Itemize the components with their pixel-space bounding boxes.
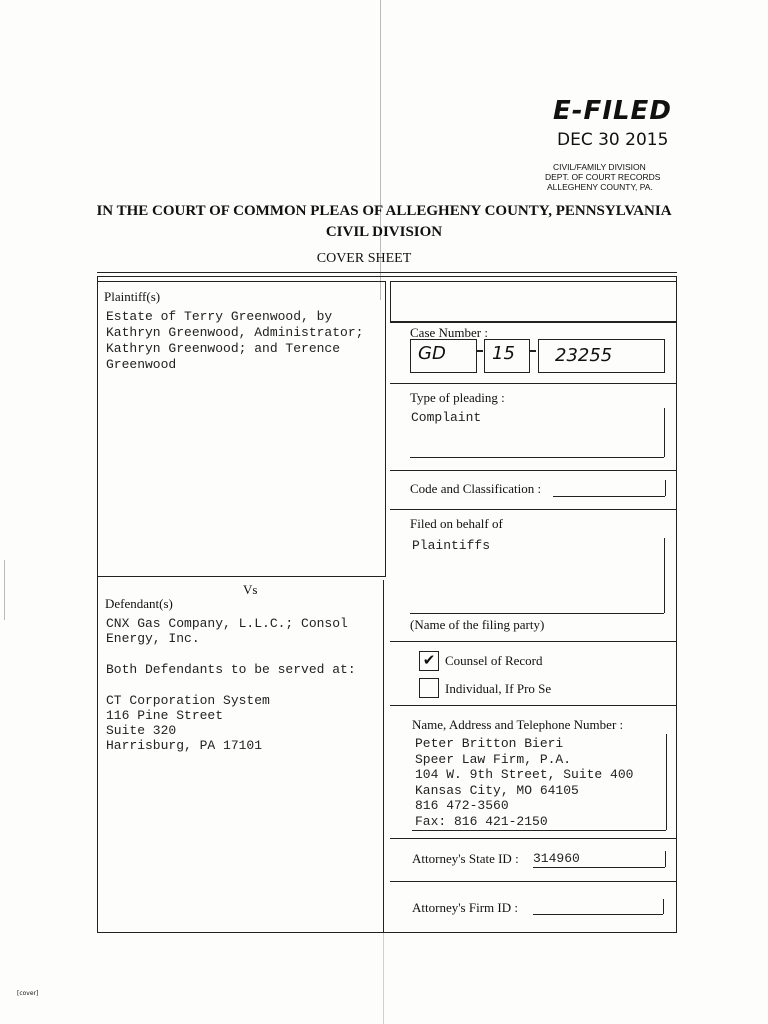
firm-id-line[interactable] <box>533 914 663 915</box>
state-id-label: Attorney's State ID : <box>412 851 519 866</box>
filed-on-behalf-value: Plaintiffs <box>412 538 491 553</box>
state-id-value: 314960 <box>533 851 580 866</box>
firm-id-edge <box>663 899 664 914</box>
case-number-label: Case Number : <box>410 325 488 340</box>
contact-line: Peter Britton Bieri <box>415 736 564 751</box>
address-line: Suite 320 <box>106 723 177 738</box>
firm-id-label: Attorney's Firm ID : <box>412 900 518 915</box>
right-divider-8 <box>390 881 676 882</box>
stamp-dept: DEPT. OF COURT RECORDS <box>545 172 661 182</box>
defendant-line: Energy, Inc. <box>106 631 200 646</box>
service-note: Both Defendants to be served at: <box>106 662 356 677</box>
right-divider-4 <box>390 509 676 510</box>
contact-box-edge <box>666 734 667 830</box>
case-number-dash <box>477 350 483 352</box>
form-bottom-rule <box>97 932 677 933</box>
stamp-county: ALLEGHENY COUNTY, PA. <box>547 182 653 192</box>
address-line: Harrisburg, PA 17101 <box>106 738 263 753</box>
contact-line: Kansas City, MO 64105 <box>415 782 579 798</box>
pleading-underline <box>410 457 664 458</box>
defendant-names <box>106 616 348 646</box>
contact-line: 104 W. 9th Street, Suite 400 <box>415 767 634 782</box>
plaintiff-line: Greenwood <box>106 357 177 372</box>
address-line: 116 Pine Street <box>106 708 224 723</box>
contact-line: Speer Law Firm, P.A. <box>415 751 572 767</box>
case-number-dash <box>530 350 536 352</box>
code-field-edge <box>665 480 666 496</box>
contact-line: Fax: 816 421-2150 <box>415 813 548 829</box>
address-line: CT Corporation System <box>106 693 270 708</box>
pleading-value: Complaint <box>411 410 482 425</box>
filed-on-behalf-edge <box>664 538 665 613</box>
pro-se-label: Individual, If Pro Se <box>445 681 552 696</box>
filed-on-behalf-label: Filed on behalf of <box>410 516 503 531</box>
division-title: CIVIL DIVISION <box>325 224 443 240</box>
stamp-division: CIVIL/FAMILY DIVISION <box>553 162 646 172</box>
right-divider-1 <box>390 321 676 322</box>
plaintiff-line: Estate of Terry Greenwood, by <box>106 309 333 324</box>
contact-underline <box>412 830 666 831</box>
plaintiff-label: Plaintiff(s) <box>104 289 161 304</box>
right-divider-2 <box>390 383 676 384</box>
right-divider-7 <box>390 838 676 839</box>
pro-se-checkbox[interactable] <box>419 678 439 698</box>
plaintiff-names <box>106 309 363 373</box>
blank-top-box <box>390 281 677 323</box>
form-right-border <box>676 276 677 932</box>
counsel-label: Counsel of Record <box>445 653 543 668</box>
plaintiff-line: Kathryn Greenwood; and Terence <box>106 341 341 356</box>
counsel-checkbox[interactable]: ✔ <box>419 651 439 671</box>
plaintiff-line: Kathryn Greenwood, Administrator; <box>106 325 364 340</box>
state-id-edge <box>665 851 666 867</box>
cover-sheet-title: COVER SHEET <box>316 251 412 266</box>
form-top-rule <box>97 272 677 273</box>
form-top-rule-2 <box>97 276 677 277</box>
pleading-box-edge <box>664 408 665 457</box>
court-title: IN THE COURT OF COMMON PLEAS OF ALLEGHENY COUNTY, PENNSYLVANIA <box>96 203 672 219</box>
contact-label: Name, Address and Telephone Number : <box>412 717 624 732</box>
e-filed-stamp: E-FILED <box>553 96 672 126</box>
filing-party-note: (Name of the filing party) <box>410 617 545 632</box>
contact-line: 816 472-3560 <box>415 798 509 813</box>
contact-block <box>415 736 633 829</box>
service-address <box>106 693 270 753</box>
right-divider-5 <box>390 641 676 642</box>
right-divider-3 <box>390 470 676 471</box>
vs-label: Vs <box>243 582 258 597</box>
footer-tag: [cover] <box>17 990 39 997</box>
case-number-part2: 15 <box>492 343 515 364</box>
right-divider-6 <box>390 705 676 706</box>
code-field-line[interactable] <box>553 496 665 497</box>
filed-on-behalf-underline <box>410 613 664 614</box>
code-label: Code and Classification : <box>410 481 542 496</box>
stamp-date: DEC 30 2015 <box>557 130 669 150</box>
pleading-label: Type of pleading : <box>410 390 505 405</box>
defendant-line: CNX Gas Company, L.L.C.; Consol <box>106 616 348 631</box>
defendant-label: Defendant(s) <box>105 596 173 611</box>
case-number-part1: GD <box>418 343 446 364</box>
state-id-line[interactable] <box>533 867 665 868</box>
case-number-part3: 23255 <box>555 345 613 366</box>
column-divider <box>383 580 384 932</box>
